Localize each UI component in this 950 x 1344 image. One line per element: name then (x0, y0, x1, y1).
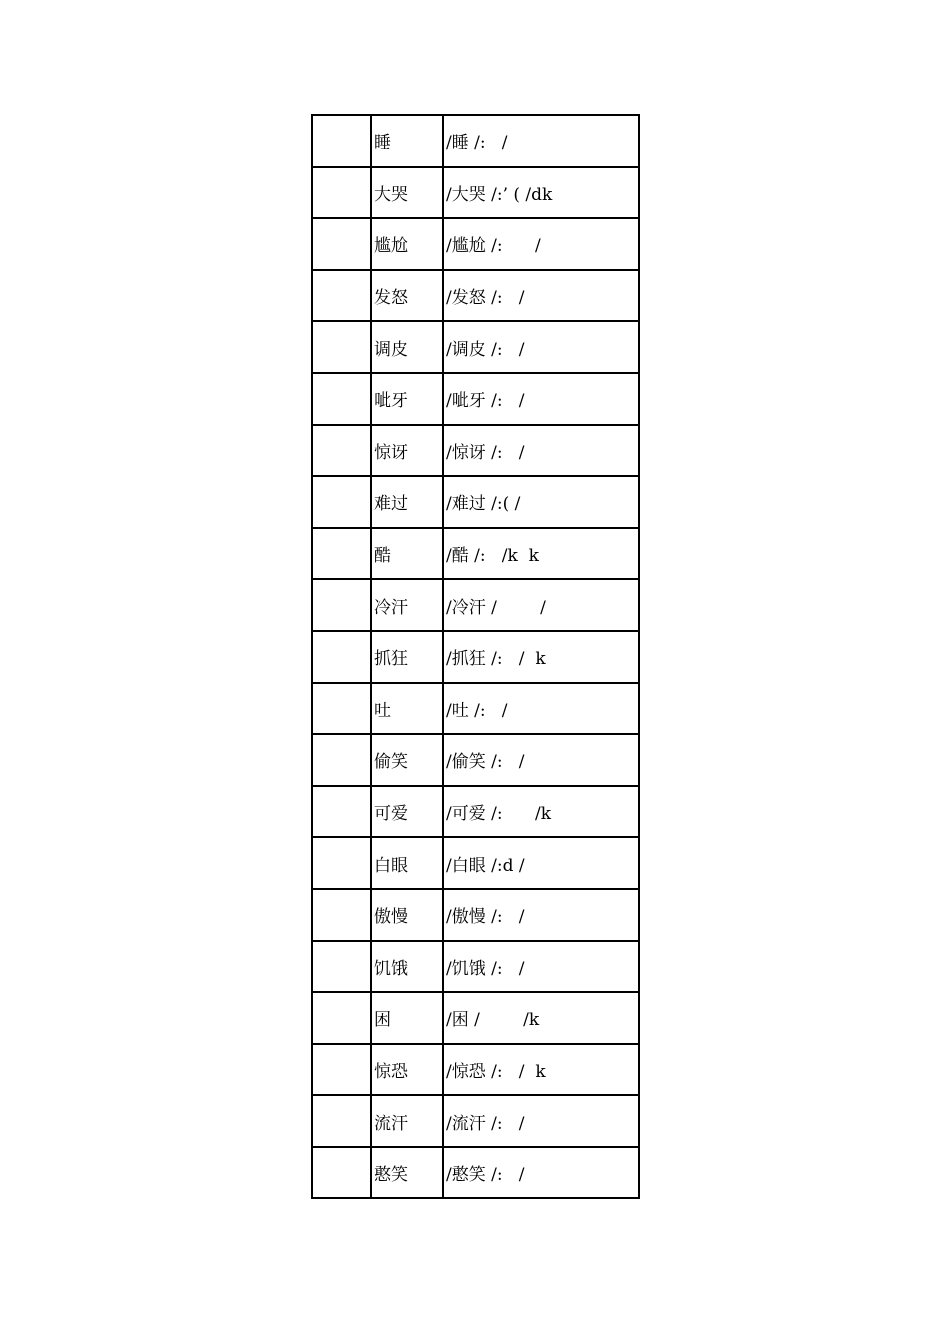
emoticon-code-cell: /困 / /k (443, 992, 639, 1044)
emoticon-name-cell: 惊讶 (371, 425, 443, 477)
table-row (312, 1147, 639, 1199)
emoticon-code-table (311, 114, 640, 1199)
emoticon-code-cell: /傲慢 /: / (443, 889, 639, 941)
emoticon-code-cell: /惊讶 /: / (443, 425, 639, 477)
emoticon-name-cell: 饥饿 (371, 941, 443, 993)
emoticon-name-cell: 发怒 (371, 270, 443, 322)
table-row (312, 528, 639, 580)
blank-cell (312, 218, 371, 270)
table-row (312, 373, 639, 425)
table-row (312, 115, 639, 167)
blank-cell (312, 476, 371, 528)
emoticon-name-cell: 呲牙 (371, 373, 443, 425)
emoticon-name-cell: 冷汗 (371, 579, 443, 631)
table-row (312, 218, 639, 270)
emoticon-name-cell: 可爱 (371, 786, 443, 838)
blank-cell (312, 889, 371, 941)
blank-cell (312, 528, 371, 580)
table-row (312, 941, 639, 993)
blank-cell (312, 992, 371, 1044)
blank-cell (312, 786, 371, 838)
emoticon-code-cell: /大哭 /:’ ( /dk (443, 167, 639, 219)
table-row (312, 734, 639, 786)
emoticon-code-cell: /偷笑 /: / (443, 734, 639, 786)
table-row (312, 425, 639, 477)
blank-cell (312, 425, 371, 477)
table-row (312, 992, 639, 1044)
table-row (312, 167, 639, 219)
table-row (312, 786, 639, 838)
emoticon-code-cell: /吐 /: / (443, 683, 639, 735)
blank-cell (312, 1147, 371, 1199)
emoticon-name-cell: 白眼 (371, 837, 443, 889)
emoticon-name-cell: 睡 (371, 115, 443, 167)
table-row (312, 837, 639, 889)
blank-cell (312, 837, 371, 889)
blank-cell (312, 683, 371, 735)
table-row (312, 579, 639, 631)
emoticon-name-cell: 偷笑 (371, 734, 443, 786)
emoticon-name-cell: 傲慢 (371, 889, 443, 941)
table-row (312, 321, 639, 373)
blank-cell (312, 167, 371, 219)
emoticon-code-cell: /难过 /:( / (443, 476, 639, 528)
blank-cell (312, 373, 371, 425)
table-row (312, 1044, 639, 1096)
blank-cell (312, 321, 371, 373)
emoticon-code-cell: /白眼 /:d / (443, 837, 639, 889)
blank-cell (312, 631, 371, 683)
emoticon-code-cell: /饥饿 /: / (443, 941, 639, 993)
table-row (312, 889, 639, 941)
blank-cell (312, 734, 371, 786)
emoticon-name-cell: 调皮 (371, 321, 443, 373)
emoticon-name-cell: 困 (371, 992, 443, 1044)
table-body (312, 115, 639, 1198)
emoticon-code-cell: /冷汗 / / (443, 579, 639, 631)
table-row (312, 631, 639, 683)
emoticon-name-cell: 吐 (371, 683, 443, 735)
emoticon-code-cell: /惊恐 /: / k (443, 1044, 639, 1096)
emoticon-name-cell: 酷 (371, 528, 443, 580)
emoticon-name-cell: 抓狂 (371, 631, 443, 683)
emoticon-code-cell: /可爱 /: /k (443, 786, 639, 838)
emoticon-name-cell: 憨笑 (371, 1147, 443, 1199)
blank-cell (312, 941, 371, 993)
emoticon-name-cell: 惊恐 (371, 1044, 443, 1096)
emoticon-code-cell: /抓狂 /: / k (443, 631, 639, 683)
blank-cell (312, 1095, 371, 1147)
blank-cell (312, 579, 371, 631)
emoticon-name-cell: 流汗 (371, 1095, 443, 1147)
blank-cell (312, 115, 371, 167)
emoticon-name-cell: 难过 (371, 476, 443, 528)
table-row (312, 683, 639, 735)
emoticon-code-cell: /流汗 /: / (443, 1095, 639, 1147)
emoticon-name-cell: 大哭 (371, 167, 443, 219)
emoticon-code-cell: /睡 /: / (443, 115, 639, 167)
table-row (312, 270, 639, 322)
emoticon-code-cell: /尴尬 /: / (443, 218, 639, 270)
emoticon-code-cell: /调皮 /: / (443, 321, 639, 373)
emoticon-code-cell: /憨笑 /: / (443, 1147, 639, 1199)
emoticon-code-cell: /呲牙 /: / (443, 373, 639, 425)
blank-cell (312, 270, 371, 322)
emoticon-code-cell: /发怒 /: / (443, 270, 639, 322)
emoticon-code-cell: /酷 /: /k k (443, 528, 639, 580)
blank-cell (312, 1044, 371, 1096)
table-row (312, 476, 639, 528)
emoticon-name-cell: 尴尬 (371, 218, 443, 270)
table-row (312, 1095, 639, 1147)
